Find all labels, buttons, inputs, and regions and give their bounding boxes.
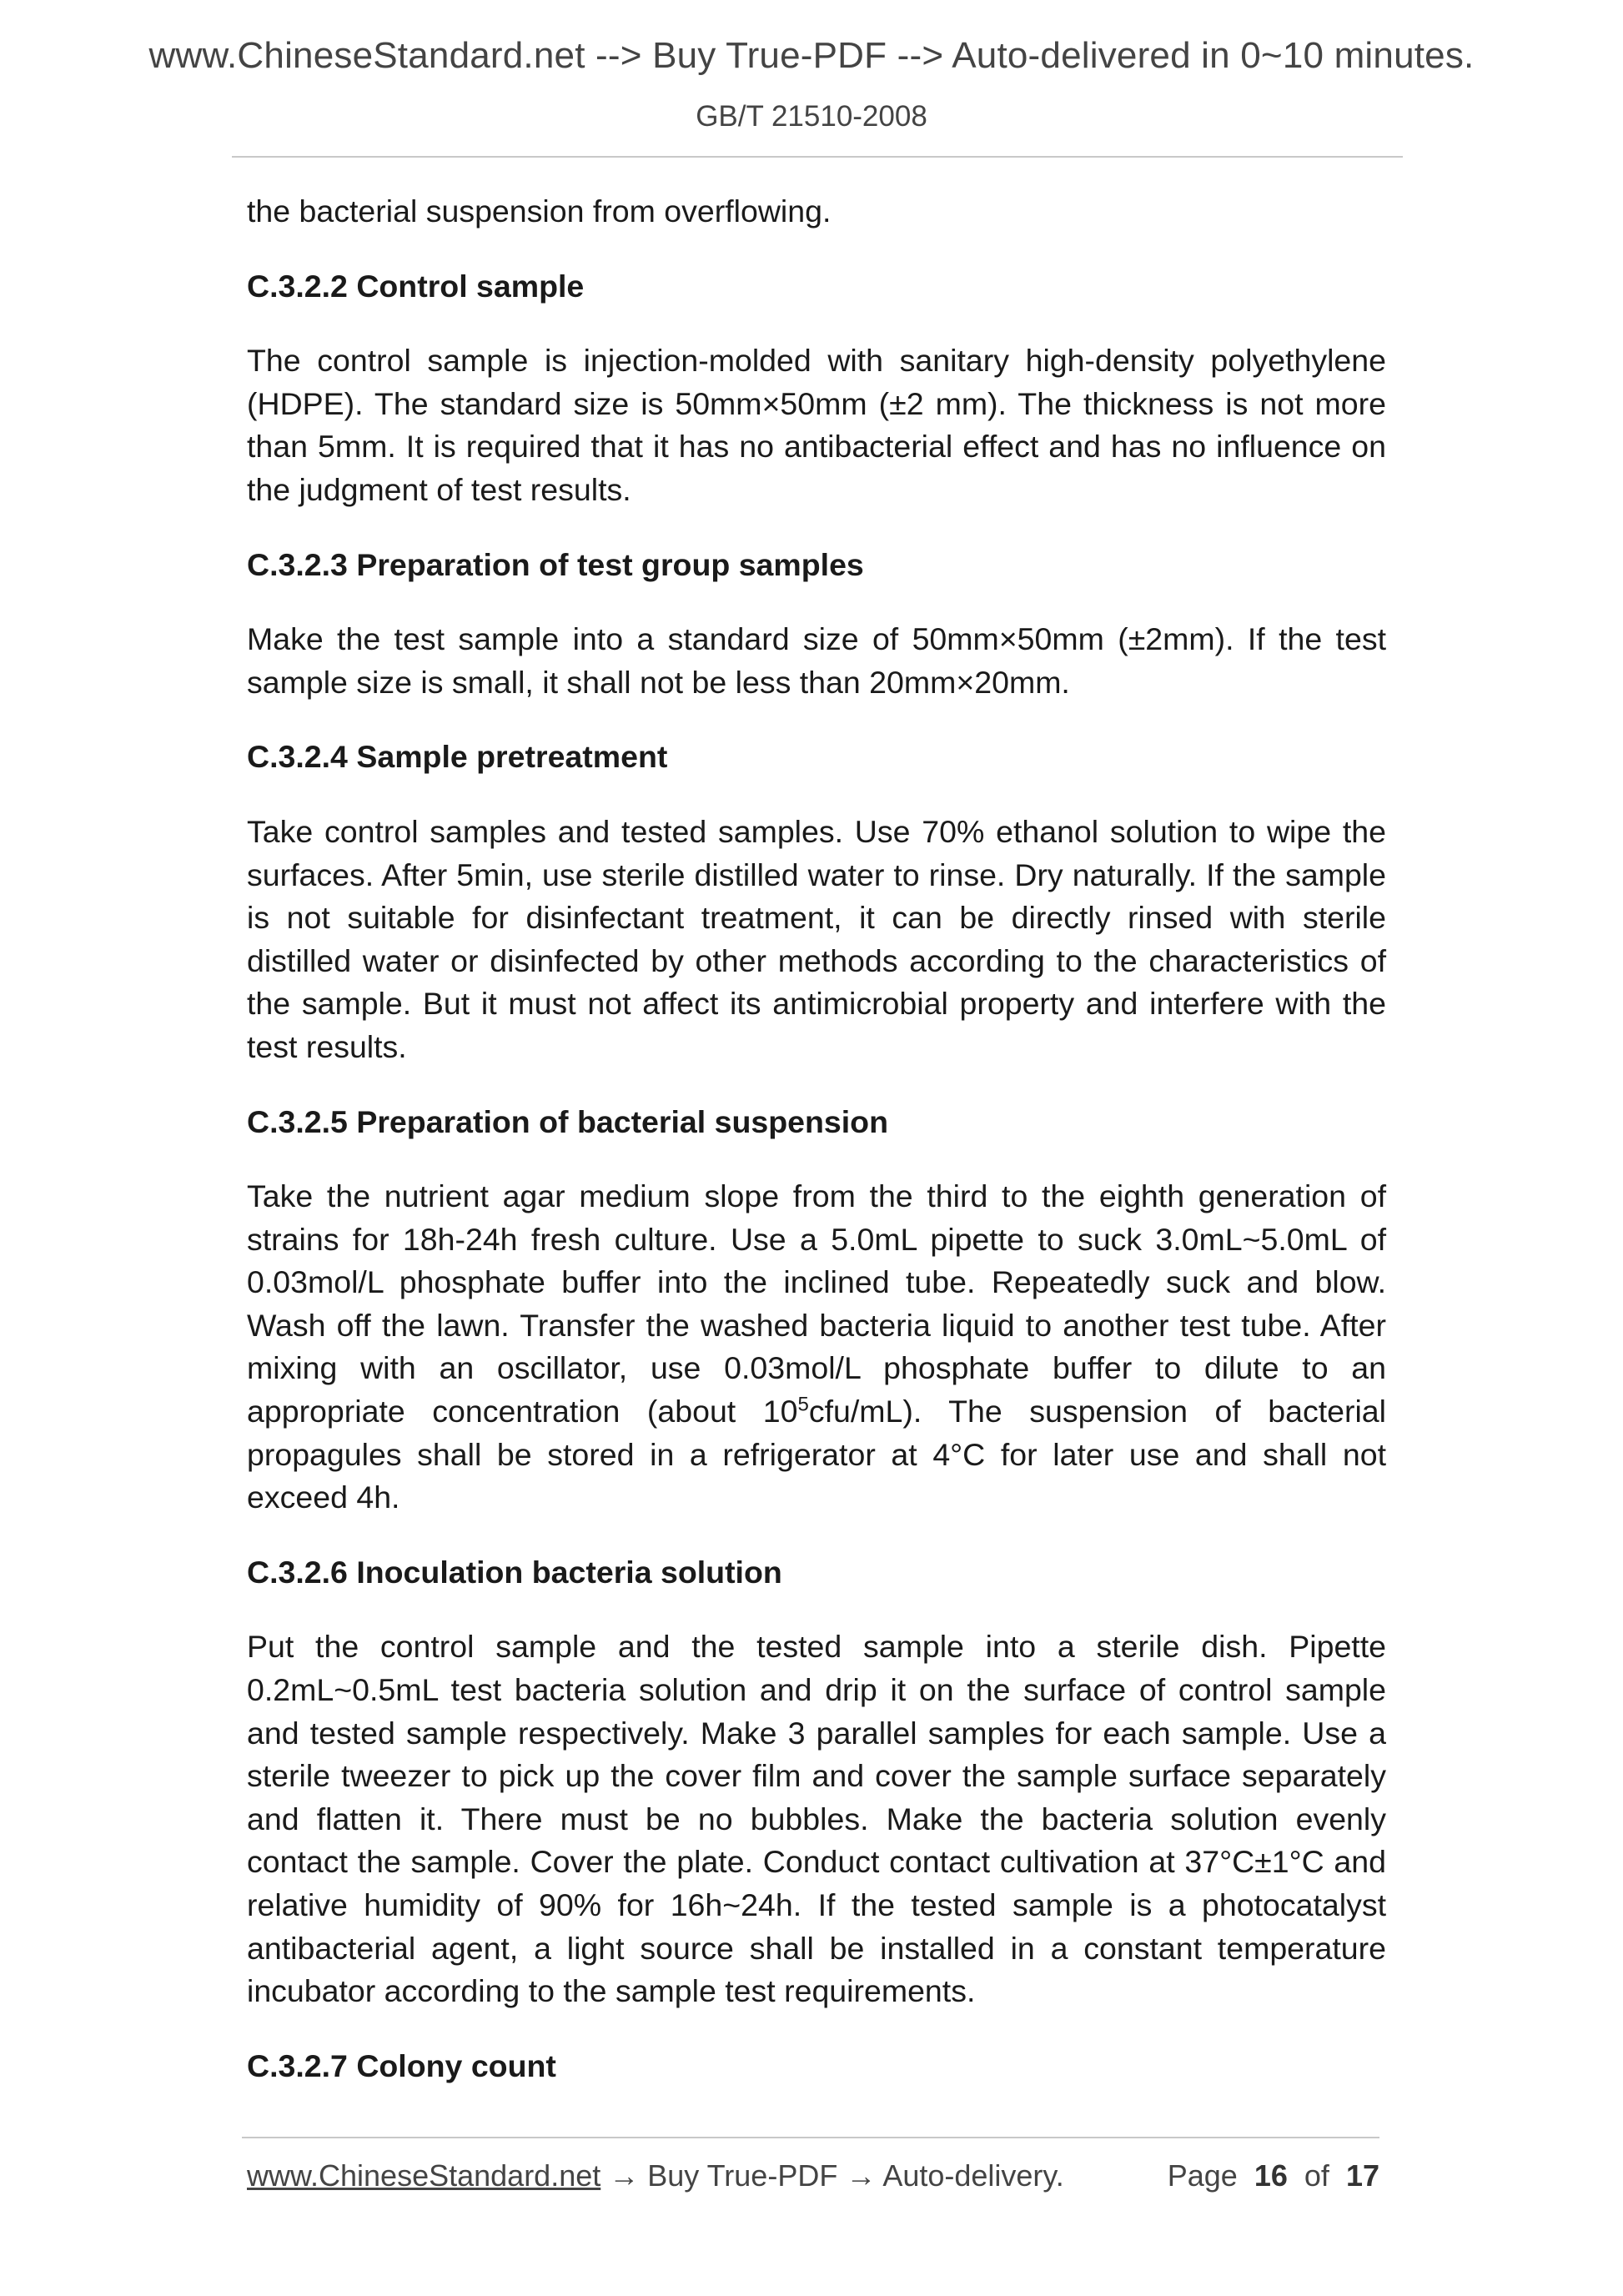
section-heading-c324: C.3.2.4 Sample pretreatment <box>247 739 668 775</box>
section-text-c325-part-a: Take the nutrient agar medium slope from the third to the eighth generation of strains for 18h-24h fresh culture. Use a 5.0mL pipette to suck 3.0mL~5.0mL of 0.03mol/L phosphate buffer into the inclined tube. Repeatedly suck and blow. Wash off the lawn. Transfer the washed bacteria liquid to another test tube. After mixing with an oscillator, use 0.03mol/L phosphate buffer to dilute to an appropriate concentration (about 10 <box>247 1178 1386 1429</box>
page-total: 17 <box>1345 2158 1379 2193</box>
continuation-text: the bacterial suspension from overflowing. <box>247 193 832 229</box>
document-body <box>247 190 1386 2119</box>
header-divider <box>232 156 1403 158</box>
section-text-c322: The control sample is injection-molded with sanitary high-density polyethylene (HDPE). The standard size is 50mm×50mm (±2 mm). The thickness is not more than 5mm. It is required that it has no antibacterial effect and has no influence on the judgment of test results. <box>247 343 1386 507</box>
document-code: GB/T 21510-2008 <box>696 100 927 133</box>
section-text-c325 <box>247 1175 1386 1520</box>
section-text-c324: Take control samples and tested samples. Use 70% ethanol solution to wipe the surfaces. After 5min, use sterile distilled water to rinse. Dry naturally. If the sample is not suitable for disinfectant treatment, it can be directly rinsed with sterile distilled water or disinfected by other methods according to the characteristics of the sample. But it must not affect its antimicrobial property and interfere with the test results. <box>247 813 1386 1064</box>
section-text-c323: Make the test sample into a standard size of 50mm×50mm (±2mm). If the test sample size is small, it shall not be less than 20mm×20mm. <box>247 621 1386 700</box>
page-label: Page <box>1167 2158 1238 2193</box>
page-indicator <box>1168 2158 1379 2193</box>
exponent-superscript: 5 <box>797 1393 809 1416</box>
footer-website-link[interactable]: www.ChineseStandard.net <box>247 2158 601 2193</box>
footer-divider <box>242 2137 1379 2138</box>
section-heading-c325: C.3.2.5 Preparation of bacterial suspension <box>247 1103 888 1139</box>
section-heading-c327: C.3.2.7 Colony count <box>247 2047 556 2083</box>
section-heading-c322: C.3.2.2 Control sample <box>247 268 585 304</box>
section-heading-c323: C.3.2.3 Preparation of test group samples <box>247 546 864 582</box>
section-text-c325-part-b: cfu/mL). The suspension of bacterial propagules shall be stored in a refrigerator at 4°C for later use and shall not exceed 4h. <box>247 1394 1386 1515</box>
page-number: 16 <box>1254 2158 1288 2193</box>
top-banner: www.ChineseStandard.net --> Buy True-PDF --> Auto-delivered in 0~10 minutes. <box>148 35 1475 76</box>
section-heading-c326: C.3.2.6 Inoculation bacteria solution <box>247 1554 782 1590</box>
section-text-c326: Put the control sample and the tested sample into a sterile dish. Pipette 0.2mL~0.5mL test bacteria solution and drip it on the surface of control sample and tested sample respectively. Make 3 parallel samples for each sample. Use a sterile tweezer to pick up the cover film and cover the sample surface separately and flatten it. There must be no bubbles. Make the bacteria solution evenly contact the sample. Cover the plate. Conduct contact cultivation at 37°C±1°C and relative humidity of 90% for 16h~24h. If the tested sample is a photocatalyst antibacterial agent, a light source shall be installed in a constant temperature incubator according to the sample test requirements. <box>247 1629 1386 2009</box>
footer-tagline: → Buy True-PDF → Auto-delivery. <box>600 2158 1064 2193</box>
footer-promo <box>247 2158 1064 2193</box>
of-label: of <box>1304 2158 1329 2193</box>
